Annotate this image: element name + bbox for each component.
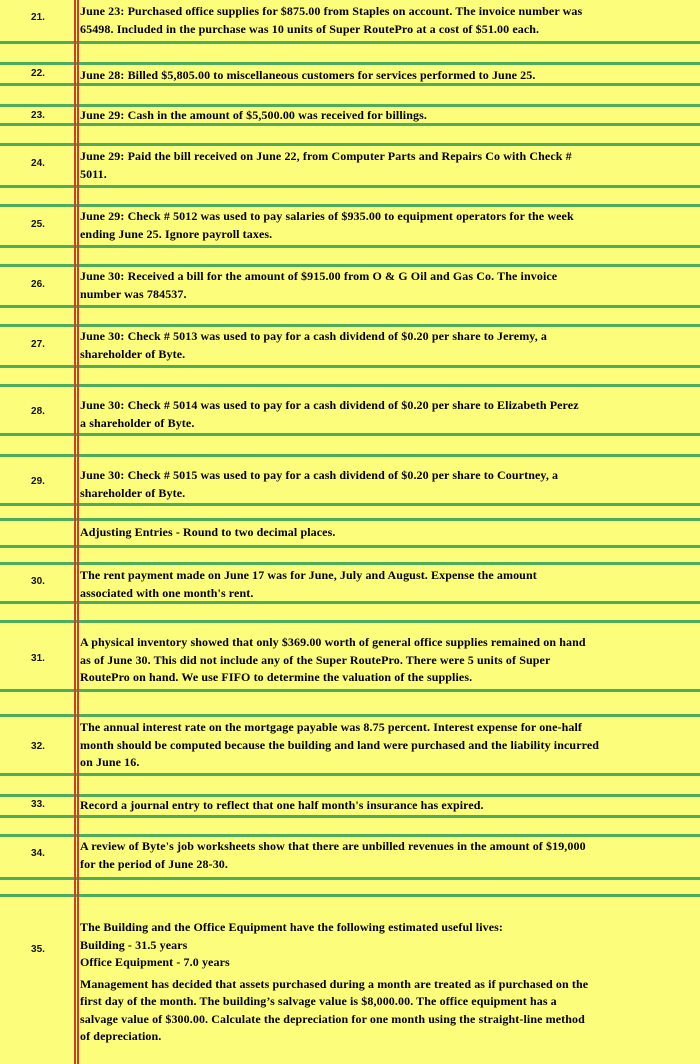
entry-text-line: June 29: Check # 5012 was used to pay salaries of $935.00 to equipment operators for the week: [80, 209, 574, 223]
entry-text-line: 65498. Included in the purchase was 10 units of Super RoutePro at a cost of $51.00 each.: [80, 21, 540, 36]
entry-text: [80, 397, 694, 432]
entry-text: [80, 719, 694, 772]
entry-text-line: number was 784537.: [80, 286, 187, 301]
entry-text-line: June 30: Check # 5013 was used to pay for a cash dividend of $0.20 per share to Jeremy, a: [80, 329, 548, 343]
entry-text-line: Management has decided that assets purchased during a month are treated as if purchased on the: [80, 976, 589, 991]
entry-text-line: June 30: Check # 5015 was used to pay for a cash dividend of $0.20 per share to Courtney, a: [80, 468, 559, 482]
entry-text-line: June 28: Billed $5,805.00 to miscellaneous customers for services performed to June 25.: [80, 68, 536, 82]
entry-text-line: shareholder of Byte.: [80, 485, 186, 500]
entry-text-line: Record a journal entry to reflect that one half month's insurance has expired.: [80, 798, 484, 812]
entry-number: 34.: [31, 848, 45, 859]
entry-text-line: June 30: Check # 5014 was used to pay for a cash dividend of $0.20 per share to Elizabeth Perez: [80, 398, 579, 412]
entry-text-line: The rent payment made on June 17 was for June, July and August. Expense the amount: [80, 568, 537, 582]
entry-text: [80, 919, 694, 1046]
entry-number: 32.: [31, 741, 45, 752]
entry-number: 27.: [31, 339, 45, 350]
margin-line-left: [74, 0, 76, 1064]
entry-number: 26.: [31, 279, 45, 290]
entry-text-line: for the period of June 28-30.: [80, 856, 229, 871]
entry-text-line: June 29: Cash in the amount of $5,500.00 was received for billings.: [80, 108, 427, 122]
entry-text-line: June 29: Paid the bill received on June 22, from Computer Parts and Repairs Co with Check #: [80, 149, 572, 163]
entry-text-line: A physical inventory showed that only $369.00 worth of general office supplies remained on hand: [80, 635, 586, 649]
entry-number: 28.: [31, 406, 45, 417]
entry-text-line: of depreciation.: [80, 1029, 162, 1043]
entry-text: [80, 328, 694, 363]
entry-text: [80, 634, 694, 687]
entry-text-line: RoutePro on hand. We use FIFO to determine the valuation of the supplies.: [80, 670, 473, 684]
entry-text: [80, 524, 694, 542]
entry-text-line: ending June 25. Ignore payroll taxes.: [80, 226, 273, 241]
entry-text: [80, 107, 694, 125]
entry-text-line: month should be computed because the building and land were purchased and the liability incurred: [80, 737, 600, 752]
entry-text-line: a shareholder of Byte.: [80, 415, 195, 430]
entry-number: 33.: [31, 799, 45, 810]
entry-text-line: The Building and the Office Equipment have the following estimated useful lives:: [80, 920, 504, 934]
entry-number: 25.: [31, 219, 45, 230]
entry-number: 24.: [31, 158, 45, 169]
entry-number: 29.: [31, 476, 45, 487]
entry-text-line: on June 16.: [80, 755, 140, 769]
entry-text-line: A review of Byte's job worksheets show that there are unbilled revenues in the amount of $19,000: [80, 839, 586, 853]
entry-text: [80, 467, 694, 502]
entry-text: [80, 148, 694, 183]
entry-text: [80, 797, 694, 815]
entry-number: 23.: [31, 110, 45, 121]
entry-text: [80, 208, 694, 243]
entry-number: 31.: [31, 653, 45, 664]
margin-line-right: [77, 0, 79, 1064]
entry-text-line: as of June 30. This did not include any of the Super RoutePro. There were 5 units of Super: [80, 652, 551, 667]
entry-text: [80, 567, 694, 602]
entry-text-line: The annual interest rate on the mortgage payable was 8.75 percent. Interest expense for one-half: [80, 720, 582, 734]
entry-text: [80, 67, 694, 85]
entry-number: 22.: [31, 68, 45, 79]
entry-text-line: salvage value of $300.00. Calculate the depreciation for one month using the straight-line method: [80, 1011, 585, 1026]
entry-text: [80, 268, 694, 303]
entry-text-line: Building - 31.5 years: [80, 937, 188, 952]
entry-text-line: Adjusting Entries - Round to two decimal places.: [80, 525, 336, 539]
entry-number: 30.: [31, 576, 45, 587]
entry-text-line: associated with one month's rent.: [80, 585, 254, 600]
entry-text-line: June 30: Received a bill for the amount of $915.00 from O & G Oil and Gas Co. The invoice: [80, 269, 558, 283]
entry-text-line: Office Equipment - 7.0 years: [80, 955, 230, 969]
entry-text: [80, 3, 694, 38]
entry-text-line: 5011.: [80, 166, 107, 181]
entry-text-line: June 23: Purchased office supplies for $875.00 from Staples on account. The invoice number was: [80, 4, 583, 18]
entry-text-line: first day of the month. The building’s salvage value is $8,000.00. The office equipment has a: [80, 994, 557, 1008]
entry-text-line: shareholder of Byte.: [80, 346, 186, 361]
entry-text: [80, 838, 694, 873]
entry-number: 35.: [31, 944, 45, 955]
entry-number: 21.: [31, 12, 45, 23]
